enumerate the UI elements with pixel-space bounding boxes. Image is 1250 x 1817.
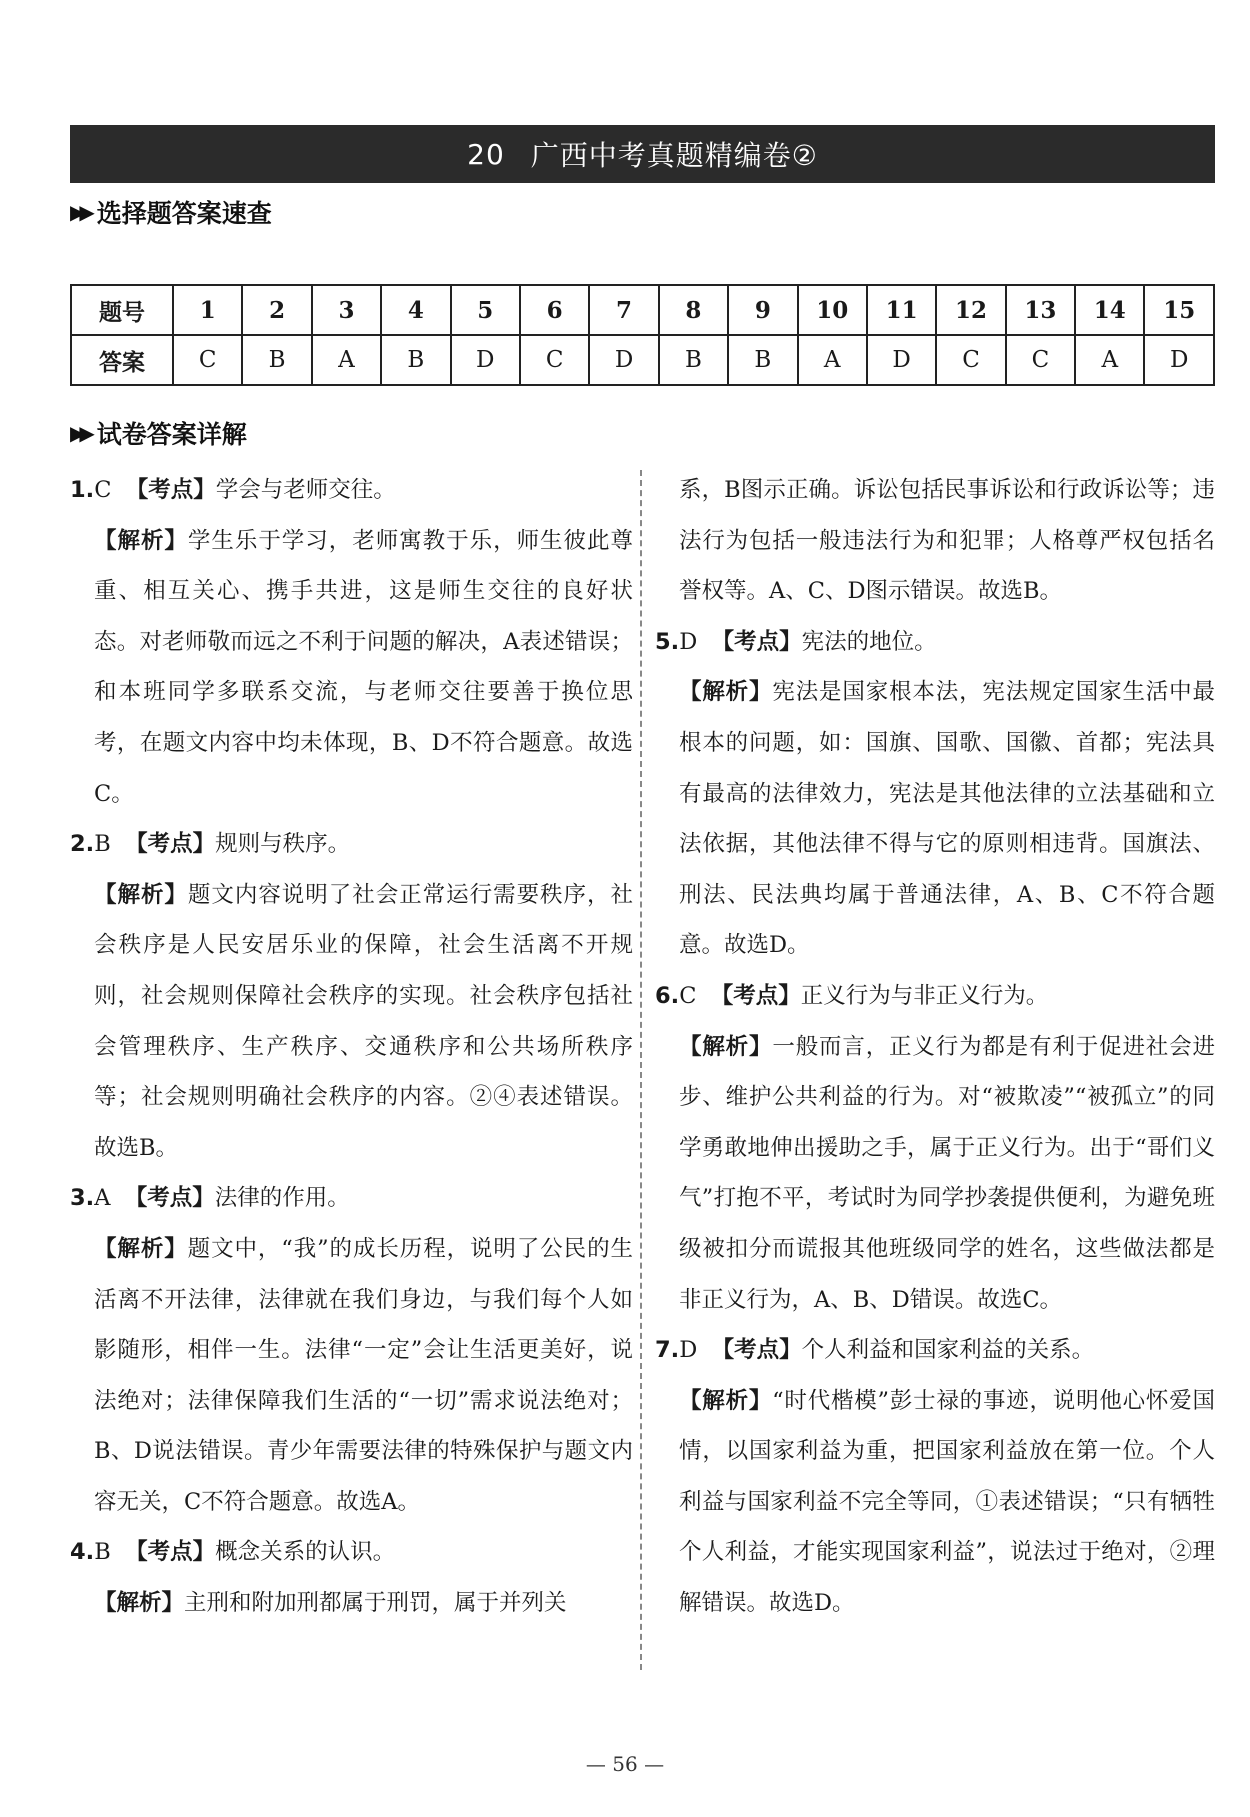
kaodian-text: 宪法的地位。	[801, 628, 937, 655]
question-number: 5.	[655, 628, 680, 655]
question-number: 4	[381, 285, 450, 335]
jiexi-tag: 【解析】	[94, 1590, 185, 1617]
question-number: 9	[728, 285, 797, 335]
question-number: 6	[520, 285, 589, 335]
chapter-title: 广西中考真题精编卷②	[530, 139, 818, 172]
jiexi-tag: 【解析】	[679, 1033, 773, 1060]
question-number: 8	[659, 285, 728, 335]
answer-table	[70, 284, 1215, 386]
jiexi-text: 一般而言，正义行为都是有利于促进社会进步、维护公共利益的行为。对“被欺凌”“被孤立”的同学勇敢地伸出援助之手，属于正义行为。出于“哥们义气”打抱不平，考试时为同学抄袭提供便利，为避免班级被扣分而谎报其他班级同学的姓名，这些做法都是非正义行为，A、B、D错误。故选C。	[679, 1033, 1215, 1313]
kaodian-tag: 【考点】	[710, 982, 801, 1009]
answer-item-7	[655, 1325, 1215, 1629]
jiexi-tag: 【解析】	[94, 881, 188, 908]
question-number: 3.	[70, 1185, 95, 1212]
double-arrow-icon: ▶▶	[70, 421, 89, 445]
chapter-title-bar	[70, 125, 1215, 183]
jiexi-text: “时代楷模”彭士禄的事迹，说明他心怀爱国情，以国家利益为重，把国家利益放在第一位。个人利益与国家利益不完全等同，①表述错误；“只有牺牲个人利益，才能实现国家利益”，说法过于绝对，②理解错误。故选D。	[679, 1387, 1215, 1617]
question-number: 3	[312, 285, 381, 335]
answer-item-3	[70, 1173, 633, 1527]
kaodian-tag: 【考点】	[125, 477, 216, 503]
question-number: 1	[173, 285, 242, 335]
jiexi-text: 宪法是国家根本法，宪法规定国家生活中最根本的问题，如：国旗、国歌、国徽、首都；宪法具有最高的法律效力，宪法是其他法律的立法基础和立法依据，其他法律不得与它的原则相违背。国旗法、刑法、民法典均属于普通法律，A、B、C不符合题意。故选D。	[679, 679, 1215, 959]
question-number: 5	[451, 285, 520, 335]
question-answer: C	[679, 982, 697, 1009]
answer-cell: C	[936, 335, 1005, 385]
row-label: 答案	[71, 335, 173, 385]
kaodian-tag: 【考点】	[125, 831, 216, 858]
jiexi-text: 题文中，“我”的成长历程，说明了公民的生活离不开法律，法律就在我们身边，与我们每个人如影随形，相伴一生。法律“一定”会让生活更美好，说法绝对；法律保障我们生活的“一切”需求说法绝对；B、D说法错误。青少年需要法律的特殊保护与题文内容无关，C不符合题意。故选A。	[94, 1235, 633, 1515]
right-column	[655, 465, 1215, 1629]
answer-cell: D	[867, 335, 936, 385]
page-number: — 56 —	[585, 1752, 665, 1776]
question-number: 7	[589, 285, 658, 335]
kaodian-tag: 【考点】	[125, 1539, 216, 1566]
answer-item-1	[70, 465, 633, 819]
jiexi-text: 题文内容说明了社会正常运行需要秩序，社会秩序是人民安居乐业的保障，社会生活离不开规则，社会规则保障社会秩序的实现。社会秩序包括社会管理秩序、生产秩序、交通秩序和公共场所秩序等；社会规则明确社会秩序的内容。②④表述错误。故选B。	[94, 881, 633, 1161]
question-number: 7.	[655, 1337, 680, 1364]
answer-table-number-row	[71, 285, 1214, 335]
answer-cell: A	[312, 335, 381, 385]
jiexi-tag: 【解析】	[679, 1387, 773, 1414]
jiexi-tag: 【解析】	[94, 1235, 188, 1262]
left-column	[70, 465, 633, 1629]
answer-item-2	[70, 819, 633, 1173]
question-number: 15	[1144, 285, 1214, 335]
section-quick-answers-label: 选择题答案速查	[96, 199, 272, 228]
question-number: 11	[867, 285, 936, 335]
jiexi-text: 学生乐于学习，老师寓教于乐，师生彼此尊重、相互关心、携手共进，这是师生交往的良好状态。对老师敬而远之不利于问题的解决，A表述错误；和本班同学多联系交流，与老师交往要善于换位思考，在题文内容中均未体现，B、D不符合题意。故选C。	[94, 527, 633, 807]
question-answer: C	[94, 477, 112, 503]
kaodian-text: 规则与秩序。	[215, 831, 351, 858]
jiexi-tag: 【解析】	[679, 679, 773, 706]
question-number: 1.	[70, 477, 95, 503]
question-answer: A	[94, 1185, 111, 1212]
question-number: 12	[936, 285, 1005, 335]
answer-cell: A	[1075, 335, 1144, 385]
answer-item-5	[655, 617, 1215, 971]
question-answer: D	[679, 628, 698, 655]
answer-cell: B	[728, 335, 797, 385]
question-answer: B	[94, 831, 111, 858]
answer-item-6	[655, 971, 1215, 1325]
jiexi-tag: 【解析】	[94, 527, 188, 554]
question-number: 14	[1075, 285, 1144, 335]
continuation-text: 系，B图示正确。诉讼包括民事诉讼和行政诉讼等；违法行为包括一般违法行为和犯罪；人格尊严权包括名誉权等。A、C、D图示错误。故选B。	[679, 477, 1215, 605]
answer-cell: A	[798, 335, 867, 385]
kaodian-text: 正义行为与非正义行为。	[800, 982, 1049, 1009]
page-number-value: 56	[612, 1752, 638, 1776]
question-number: 2.	[70, 831, 95, 858]
kaodian-tag: 【考点】	[711, 1337, 802, 1364]
answer-cell: C	[1006, 335, 1075, 385]
answer-cell: D	[451, 335, 520, 385]
answer-cell: C	[173, 335, 242, 385]
double-arrow-icon: ▶▶	[70, 200, 89, 224]
kaodian-tag: 【考点】	[711, 628, 802, 655]
question-number: 13	[1006, 285, 1075, 335]
answer-cell: B	[659, 335, 728, 385]
chapter-number: 20	[467, 137, 505, 171]
answer-cell: B	[381, 335, 450, 385]
question-answer: D	[679, 1337, 698, 1364]
section-quick-answers	[70, 194, 272, 230]
answer-cell: B	[242, 335, 311, 385]
kaodian-tag: 【考点】	[124, 1185, 215, 1212]
section-detailed	[70, 415, 247, 451]
column-divider	[640, 470, 642, 1670]
question-number: 6.	[655, 982, 680, 1009]
jiexi-text: 主刑和附加刑都属于刑罚，属于并列关	[184, 1590, 567, 1617]
kaodian-text: 个人利益和国家利益的关系。	[801, 1337, 1095, 1364]
question-number: 10	[798, 285, 867, 335]
kaodian-text: 学会与老师交往。	[215, 477, 396, 503]
question-number: 2	[242, 285, 311, 335]
kaodian-text: 概念关系的认识。	[215, 1539, 396, 1566]
answer-item-4	[70, 1527, 633, 1628]
question-number: 4.	[70, 1539, 95, 1566]
answer-cell: C	[520, 335, 589, 385]
question-answer: B	[94, 1539, 111, 1566]
answer-cell: D	[1144, 335, 1214, 385]
section-detailed-label: 试卷答案详解	[96, 420, 247, 449]
answer-table-answer-row	[71, 335, 1214, 385]
row-label: 题号	[71, 285, 173, 335]
answer-cell: D	[589, 335, 658, 385]
kaodian-text: 法律的作用。	[214, 1185, 350, 1212]
